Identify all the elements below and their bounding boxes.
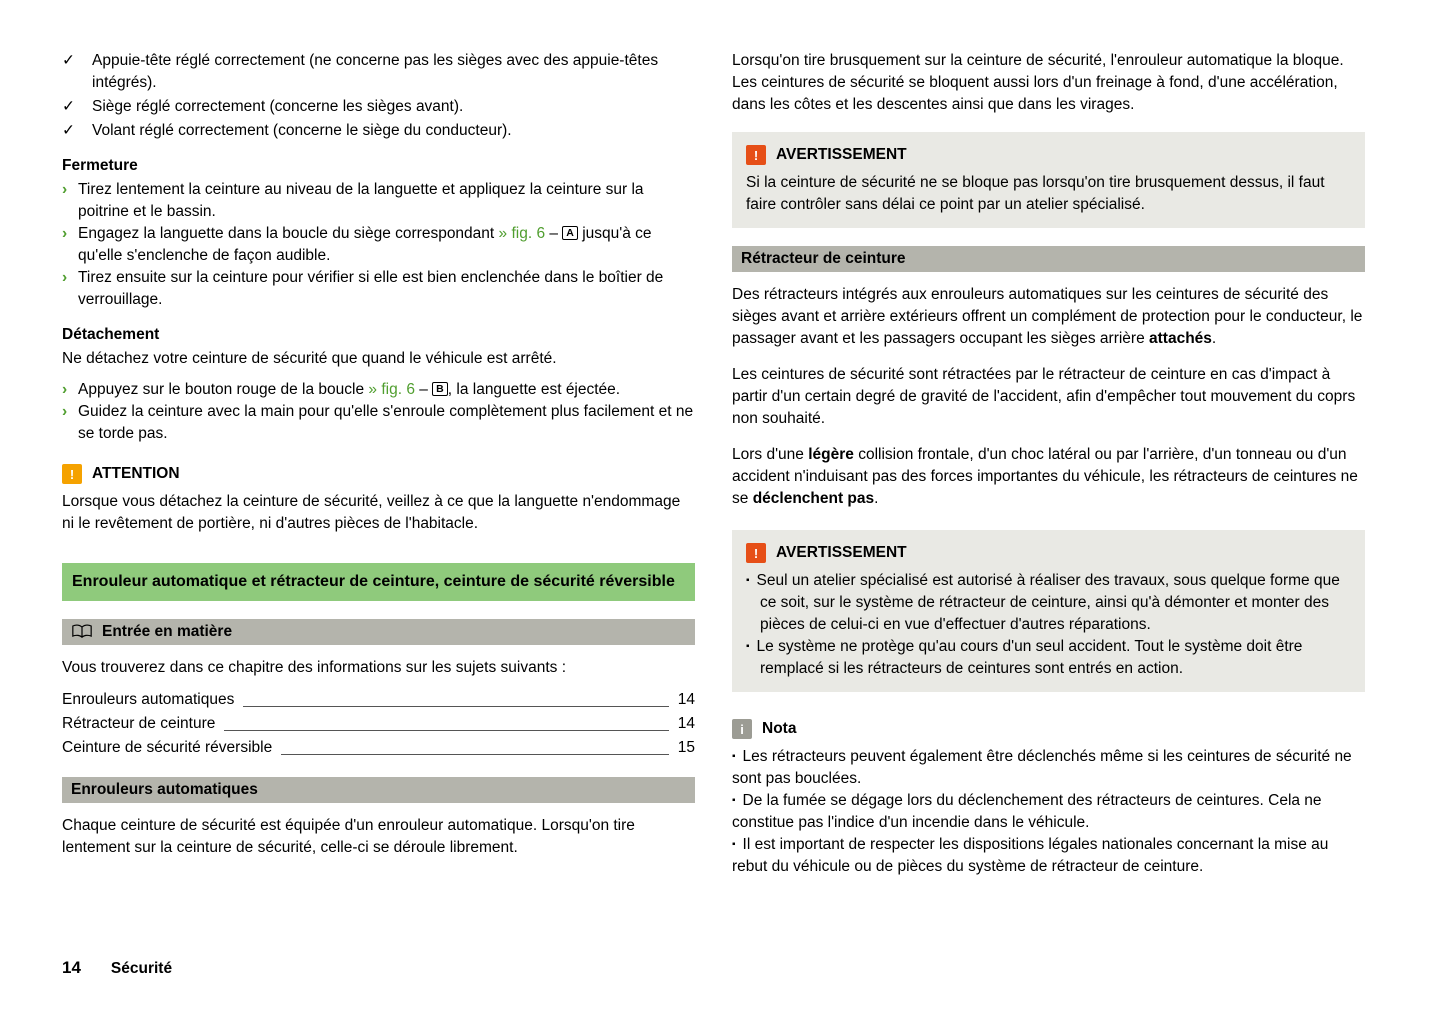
warning-bullet-item <box>746 570 1351 636</box>
section-bar-retracteur <box>732 246 1365 272</box>
step-item <box>62 223 695 267</box>
step-text-part: jusqu'à ce qu'elle s'enclenche de façon audible. <box>78 225 652 264</box>
paragraph-part: . <box>874 490 879 507</box>
nota-bullet-item <box>732 746 1365 790</box>
attention-header <box>62 463 695 485</box>
step-text: Tirez ensuite sur la ceinture pour vérifier si elle est bien enclenchée dans le boîtier de verrouillage. <box>78 269 664 308</box>
arrow-bullet-icon: › <box>62 269 68 286</box>
key-badge-A: A <box>562 226 578 240</box>
toc-page-number: 15 <box>677 738 695 756</box>
bullet-icon: ▪ <box>746 641 750 652</box>
step-text-part: Engagez la languette dans la boucle du siège correspondant <box>78 225 499 242</box>
nota-bullet-text: Les rétracteurs peuvent également être déclenchés même si les ceintures de sécurité ne sont pas bouclées. <box>732 748 1352 787</box>
fig-reference-link[interactable]: » fig. 6 <box>498 225 546 242</box>
footer-section-title: Sécurité <box>110 960 173 977</box>
bullet-icon: ▪ <box>732 795 736 806</box>
checkmark-icon: ✓ <box>62 98 75 115</box>
nota-title: Nota <box>762 720 797 737</box>
open-book-icon <box>71 624 93 639</box>
step-text <box>78 379 695 401</box>
section-bar-entree <box>62 619 695 645</box>
step-text: Tirez lentement la ceinture au niveau de la languette et appliquez la ceinture sur la poitrine et le bassin. <box>78 181 644 220</box>
toc-leader-line <box>224 730 668 731</box>
checklist-item <box>62 96 695 118</box>
heading-fermeture: Fermeture <box>62 157 138 174</box>
attention-title: ATTENTION <box>92 465 180 482</box>
heading-detachement: Détachement <box>62 326 160 343</box>
toc-row <box>62 713 695 735</box>
nota-bullet-item <box>732 834 1365 878</box>
toc-label: Enrouleurs automatiques <box>62 690 235 708</box>
bullet-icon: ▪ <box>746 575 750 586</box>
checklist-item <box>62 120 695 142</box>
warning-icon: ! <box>746 145 766 165</box>
arrow-bullet-icon: › <box>62 403 68 420</box>
checkmark-icon: ✓ <box>62 52 75 69</box>
paragraph-part: Lors d'une <box>732 446 809 463</box>
left-column <box>62 50 695 878</box>
warning-title: AVERTISSEMENT <box>776 146 907 163</box>
step-item <box>62 401 695 445</box>
checklist-text: Volant réglé correctement (concerne le siège du conducteur). <box>92 122 512 139</box>
warning-header <box>746 144 1351 166</box>
warning-title: AVERTISSEMENT <box>776 544 907 561</box>
retracteur-paragraph <box>732 444 1365 510</box>
retracteur-paragraph: Les ceintures de sécurité sont rétractées par le rétracteur de ceinture en cas d'impact à partir d'un certain degré de gravité de l'accident, afin d'empêcher tout mouvement du coprs non souhaité. <box>732 366 1356 427</box>
arrow-bullet-icon: › <box>62 181 68 198</box>
retracteur-paragraph <box>732 284 1365 350</box>
warning-header <box>746 542 1351 564</box>
checklist-item <box>62 50 695 94</box>
paragraph-part: collision frontale, d'un choc latéral ou par l'arrière, d'un tonneau ou d'un accident n'induisant pas des forces importantes du véhicule, les rétracteurs de ceintures ne se <box>732 446 1358 507</box>
step-text <box>78 223 695 267</box>
fig-reference-link[interactable]: » fig. 6 <box>368 381 415 398</box>
page-number: 14 <box>62 958 81 977</box>
checklist <box>62 50 695 142</box>
enrouleurs-body-continued: Lorsqu'on tire brusquement sur la ceinture de sécurité, l'enrouleur automatique la bloque. Les ceintures de sécurité se bloquent aussi lors d'un freinage à fond, d'une accélération, dans les côtes et les descentes ainsi que dans les virages. <box>732 52 1344 113</box>
toc-row <box>62 737 695 759</box>
step-item <box>62 179 695 223</box>
toc-leader-line <box>281 754 669 755</box>
page-footer <box>62 956 172 980</box>
bullet-icon: ▪ <box>732 839 736 850</box>
toc-leader-line <box>243 706 668 707</box>
nota-header <box>732 718 1365 740</box>
nota-bullet-text: Il est important de respecter les dispositions légales nationales concernant la mise au rebut du véhicule ou de pièces du système de rétracteur de ceinture. <box>732 836 1329 875</box>
warning-bullet-text: Seul un atelier spécialisé est autorisé à réaliser des travaux, sous quelque forme que ce soit, sur le système de rétracteur de ceinture, ainsi qu'à démonter et monter des pièces de celui-ci en vue d'effectuer d'autres réparations. <box>756 572 1340 633</box>
nota-bullet-text: De la fumée se dégage lors du déclenchement des rétracteurs de ceintures. Cela ne constitue pas l'indice d'un incendie dans le véhicule. <box>732 792 1322 831</box>
section-bar-enrouleurs <box>62 777 695 803</box>
toc-label: Rétracteur de ceinture <box>62 714 216 732</box>
toc-row <box>62 689 695 711</box>
arrow-bullet-icon: › <box>62 225 68 242</box>
attention-body: Lorsque vous détachez la ceinture de sécurité, veillez à ce que la languette n'endommage ni le revêtement de portière, ni d'autres pièces de l'habitacle. <box>62 493 681 532</box>
step-text-part: Appuyez sur le bouton rouge de la boucle <box>78 381 369 398</box>
section-bar-title: Rétracteur de ceinture <box>741 250 906 267</box>
info-icon: i <box>732 719 752 739</box>
arrow-bullet-icon: › <box>62 381 68 398</box>
checklist-text: Appuie-tête réglé correctement (ne concerne pas les sièges avec des appuie-têtes intégrés). <box>92 52 659 91</box>
key-badge-B: B <box>432 382 448 396</box>
paragraph-part: . <box>1211 330 1217 347</box>
attention-icon: ! <box>62 464 82 484</box>
step-text-part: – <box>545 225 563 242</box>
entree-intro: Vous trouverez dans ce chapitre des informations sur les sujets suivants : <box>62 658 566 676</box>
warning-box <box>732 132 1365 228</box>
step-text-part: – <box>414 381 433 398</box>
right-column <box>732 50 1365 878</box>
paragraph-part: Des rétracteurs intégrés aux enrouleurs automatiques sur les ceintures de sécurité des sièges avant et arrière extérieurs offrent un complément de protection pour le conducteur, le passager avant et les passagers occupant les sièges arrière <box>732 286 1363 347</box>
warning-bullet-item <box>746 636 1351 680</box>
emphasis-text: déclenchent pas <box>752 490 875 507</box>
warning-box <box>732 530 1365 692</box>
emphasis-text: attachés <box>1149 330 1212 347</box>
enrouleurs-body: Chaque ceinture de sécurité est équipée d'un enrouleur automatique. Lorsqu'on tire lentement sur la ceinture de sécurité, celle-ci se déroule librement. <box>62 816 635 856</box>
chapter-heading: Enrouleur automatique et rétracteur de ceinture, ceinture de sécurité réversible <box>62 563 695 601</box>
step-item <box>62 379 695 401</box>
nota-bullet-item <box>732 790 1365 834</box>
step-text: Guidez la ceinture avec la main pour qu'elle s'enroule complètement plus facilement et ne se torde pas. <box>78 403 694 442</box>
bullet-icon: ▪ <box>732 751 736 762</box>
section-bar-title: Entrée en matière <box>102 622 233 640</box>
warning-icon: ! <box>746 543 766 563</box>
toc-label: Ceinture de sécurité réversible <box>62 738 273 756</box>
warning-body: Si la ceinture de sécurité ne se bloque pas lorsqu'on tire brusquement dessus, il faut faire contrôler sans délai ce point par un atelier spécialisé. <box>746 174 1325 213</box>
detachement-intro: Ne détachez votre ceinture de sécurité que quand le véhicule est arrêté. <box>62 350 557 367</box>
step-text-part: , la languette est éjectée. <box>447 381 621 398</box>
section-bar-title: Enrouleurs automatiques <box>71 780 258 798</box>
emphasis-text: légère <box>808 446 854 463</box>
checkmark-icon: ✓ <box>62 122 75 139</box>
step-item <box>62 267 695 311</box>
mini-toc <box>62 689 695 759</box>
toc-page-number: 14 <box>677 714 695 732</box>
warning-bullet-text: Le système ne protège qu'au cours d'un seul accident. Tout le système doit être remplacé si les rétracteurs de ceintures sont entrés en action. <box>756 638 1303 677</box>
checklist-text: Siège réglé correctement (concerne les sièges avant). <box>92 98 464 115</box>
toc-page-number: 14 <box>677 690 695 708</box>
